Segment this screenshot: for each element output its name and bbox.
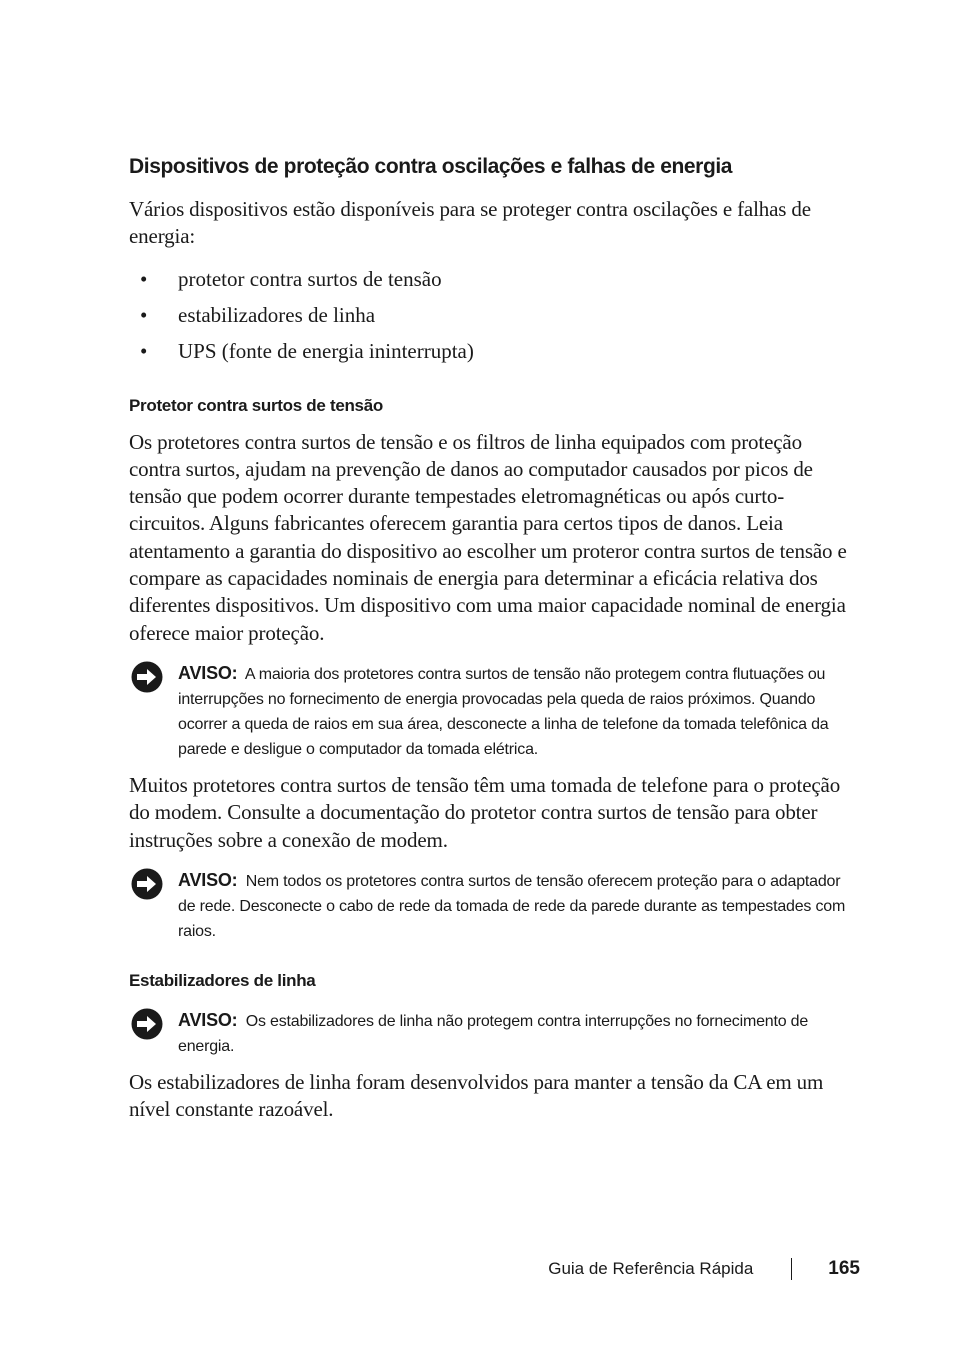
page-footer [548,1254,860,1284]
footer-guide-title: Guia de Referência Rápida [548,1259,754,1278]
notice-network [129,868,857,944]
device-list [129,261,857,369]
surge-paragraph: Os protetores contra surtos de tensão e os filtros de linha equipados com proteção contra surtos, ajudam na prevenção de danos ao computador causados por picos de tensão que podem ocorrer durante tempestades eletromagnéticas ou após curto-circuitos. Alguns fabricantes oferecem garantia para certos tipos de danos. Leia atentamento a garantia do dispositivo ao escolher um proteror contra surtos de tensão e compare as capacidades nominais de energia para determinar a eficácia relativa dos diferentes dispositivos. Um dispositivo com uma maior capacidade nominal de energia oferece maior proteção. [129,429,847,645]
notice-label: AVISO: [178,1009,238,1030]
notice-stabilizer [129,1008,857,1059]
footer-divider [791,1258,792,1280]
notice-arrow-icon [131,868,163,900]
list-item: • estabilizadores de linha [129,297,857,333]
notice-arrow-icon [131,1008,163,1040]
notice-text: Os estabilizadores de linha não protegem contra interrupções no fornecimento de energia. [178,1012,809,1055]
stabilizer-heading: Estabilizadores de linha [129,970,316,990]
page-number: 165 [828,1258,860,1279]
notice-arrow-icon [131,661,163,693]
notice-text: A maioria dos protetores contra surtos de tensão não protegem contra flutuações ou interrupções no fornecimento de energia provocadas pela queda de raios próximos. Quando ocorrer a queda de raios em sua área, desconecte a linha de telefone da tomada telefônica da parede e desligue o computador da tomada elétrica. [178,665,829,758]
page-content [129,150,857,1123]
list-item: • UPS (fonte de energia ininterrupta) [129,333,857,369]
bullet-icon: • [140,302,148,327]
bullet-icon: • [140,266,148,291]
notice-label: AVISO: [178,662,238,683]
surge-heading: Protetor contra surtos de tensão [129,395,383,415]
notice-lightning [129,661,857,762]
stabilizer-paragraph: Os estabilizadores de linha foram desenvolvidos para manter a tensão da CA em um nível constante razoável. [129,1069,824,1122]
notice-text: Nem todos os protetores contra surtos de tensão oferecem proteção para o adaptador de rede. Desconecte o cabo de rede da tomada de rede da parede durante as tempestades com raios. [178,872,846,940]
notice-label: AVISO: [178,869,238,890]
section-title: Dispositivos de proteção contra oscilações e falhas de energia [129,155,733,178]
bullet-icon: • [140,338,148,363]
surge-paragraph-modem: Muitos protetores contra surtos de tensão têm uma tomada de telefone para o proteção do modem. Consulte a documentação do protetor contra surtos de tensão para obter instruções sobre a conexão de modem. [129,772,841,852]
list-item: • protetor contra surtos de tensão [129,261,857,297]
intro-paragraph: Vários dispositivos estão disponíveis para se proteger contra oscilações e falhas de energia: [129,197,811,249]
